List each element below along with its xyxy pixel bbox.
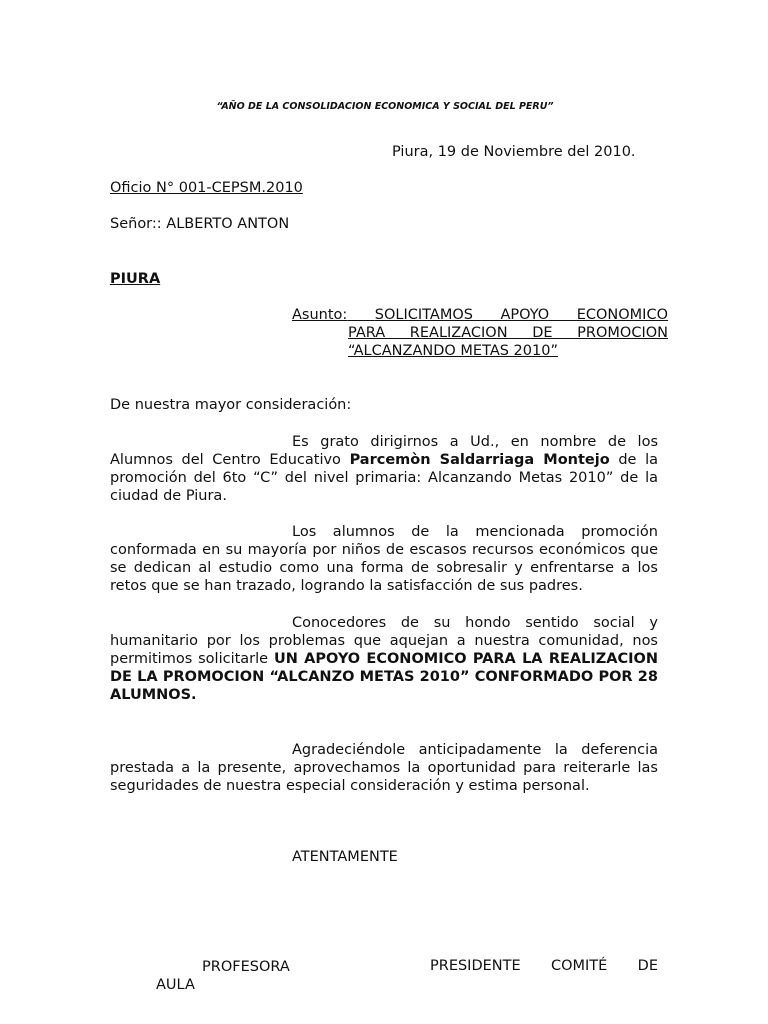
signature-right-word-1: PRESIDENTE bbox=[430, 958, 521, 974]
paragraph-2: Los alumnos de la mencionada promoción conformada en su mayoría por niños de escasos recursos económicos que se dedican al estudio como una forma de sobresalir y enfrentarse a los retos que se han trazado, logrando la satisfacción de sus padres. bbox=[110, 524, 658, 594]
signature-left-line-1: PROFESORA bbox=[202, 959, 290, 975]
subject-text-1: SOLICITAMOS APOYO ECONOMICO bbox=[374, 307, 668, 323]
signature-right-word-3: DE bbox=[637, 958, 658, 974]
subject-line-2: PARA REALIZACION DE PROMOCION bbox=[348, 325, 668, 341]
signature-right bbox=[430, 958, 658, 974]
signature-right-word-2: COMITÉ bbox=[550, 958, 608, 974]
school-name: Parcemòn Saldarriaga Montejo bbox=[349, 452, 610, 468]
letter-subject bbox=[292, 306, 668, 360]
paragraph-3 bbox=[110, 614, 658, 704]
letter-recipient: Señor:: ALBERTO ANTON bbox=[110, 216, 290, 232]
closing: ATENTAMENTE bbox=[292, 849, 398, 865]
header-motto: “AÑO DE LA CONSOLIDACION ECONOMICA Y SOCIAL DEL PERU” bbox=[216, 101, 554, 112]
letter-reference: Oficio N° 001-CEPSM.2010 bbox=[110, 180, 303, 196]
signature-left bbox=[156, 958, 296, 994]
request-statement: UN APOYO ECONOMICO PARA LA REALIZACION DE LA PROMOCION “ALCANZO METAS 2010” CONFORMADO POR 28 ALUMNOS. bbox=[110, 651, 658, 703]
subject-label: Asunto: bbox=[292, 307, 348, 323]
paragraph-1-text-b: de la promoción del 6to “C” del nivel primaria: Alcanzando Metas 2010” de la ciudad de Piura. bbox=[110, 452, 658, 504]
signature-left-line-2: AULA bbox=[156, 977, 195, 993]
paragraph-4: Agradeciéndole anticipadamente la deferencia prestada a la presente, aprovechamos la oportunidad para reiterarle las seguridades de nuestra especial consideración y estima personal. bbox=[110, 742, 658, 794]
letter-city: PIURA bbox=[110, 271, 161, 287]
subject-line-3: “ALCANZANDO METAS 2010” bbox=[348, 343, 558, 359]
paragraph-1-text-a: Es grato dirigirnos a Ud., en nombre de los Alumnos del Centro Educativo bbox=[110, 434, 658, 468]
paragraph-3-text: Conocedores de su hondo sentido social y humanitario por los problemas que aquejan a nuestra comunidad, nos permitimos solicitarle bbox=[110, 615, 658, 667]
letter-greeting: De nuestra mayor consideración: bbox=[110, 397, 352, 413]
subject-line-1 bbox=[292, 306, 668, 324]
letter-date: Piura, 19 de Noviembre del 2010. bbox=[392, 144, 636, 160]
paragraph-1 bbox=[110, 433, 658, 505]
